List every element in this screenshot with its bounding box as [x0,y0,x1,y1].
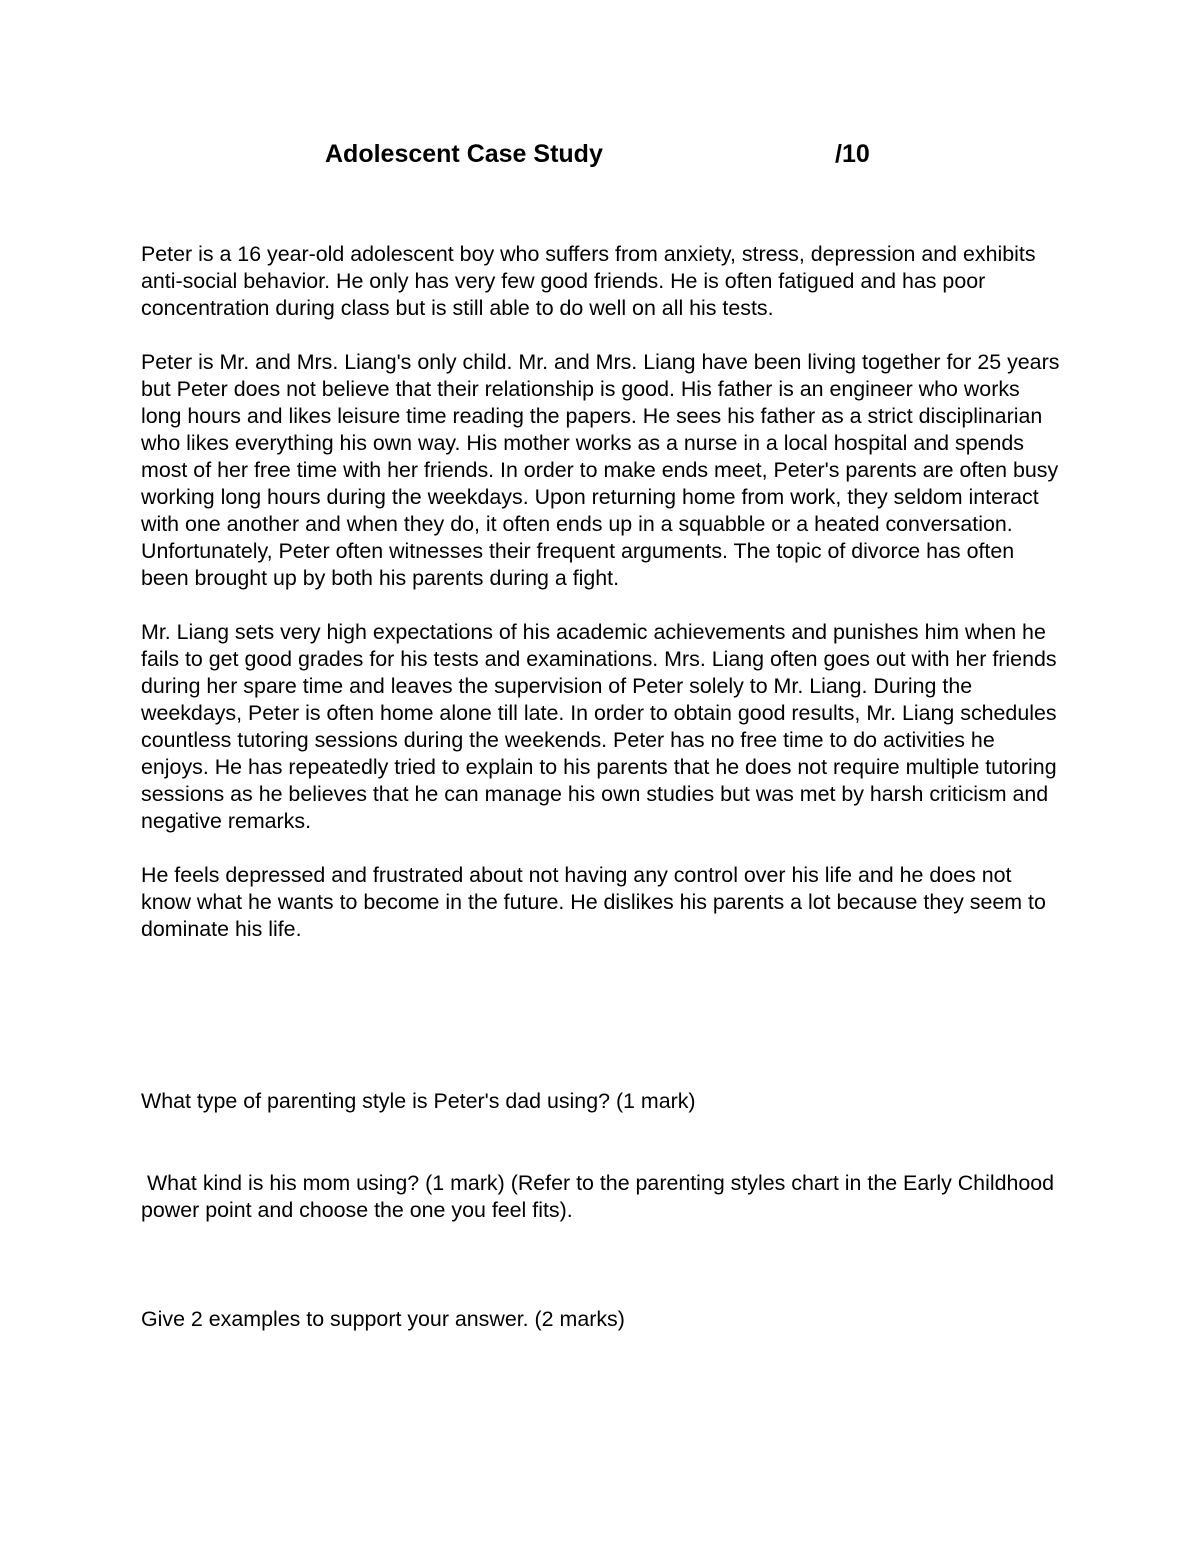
question-dad-style: What type of parenting style is Peter's dad using? (1 mark) [141,1089,696,1113]
case-study-body [141,241,1066,943]
question-mom-style: What kind is his mom using? (1 mark) (Refer to the parenting styles chart in the Early Childhood power point and choose the one you feel fits). [141,1171,1061,1222]
paragraph-expectations: Mr. Liang sets very high expectations of his academic achievements and punishes him when he fails to get good grades for his tests and examinations. Mrs. Liang often goes out with her friends during her spare time and leaves the supervision of Peter solely to Mr. Liang. During the weekdays, Peter is often home alone till late. In order to obtain good results, Mr. Liang schedules countless tutoring sessions during the weekends. Peter has no free time to do activities he enjoys. He has repeatedly tried to explain to his parents that he does not require multiple tutoring sessions as he believes that he can manage his own studies but was met by harsh criticism and negative remarks. [141,620,1057,833]
paragraph-intro: Peter is a 16 year-old adolescent boy who suffers from anxiety, stress, depression and exhibits anti-social behavior. He only has very few good friends. He is often fatigued and has poor concentration during class but is still able to do well on all his tests. [141,242,1036,320]
paragraph-family: Peter is Mr. and Mrs. Liang's only child. Mr. and Mrs. Liang have been living together for 25 years but Peter does not believe that their relationship is good. His father is an engineer who works long hours and likes leisure time reading the papers. He sees his father as a strict disciplinarian who likes everything his own way. His mother works as a nurse in a local hospital and spends most of her free time with her friends. In order to make ends meet, Peter's parents are often busy working long hours during the weekdays. Upon returning home from work, they seldom interact with one another and when they do, it often ends up in a squabble or a heated conversation. Unfortunately, Peter often witnesses their frequent arguments. The topic of divorce has often been brought up by both his parents during a fight. [141,350,1060,590]
total-score: /10 [835,140,870,168]
document-title: Adolescent Case Study [325,140,603,168]
question-examples: Give 2 examples to support your answer. (2 marks) [141,1307,625,1331]
title-row [0,140,1200,180]
paragraph-feelings: He feels depressed and frustrated about not having any control over his life and he does not know what he wants to become in the future. He dislikes his parents a lot because they seem to dominate his life. [141,863,1046,941]
